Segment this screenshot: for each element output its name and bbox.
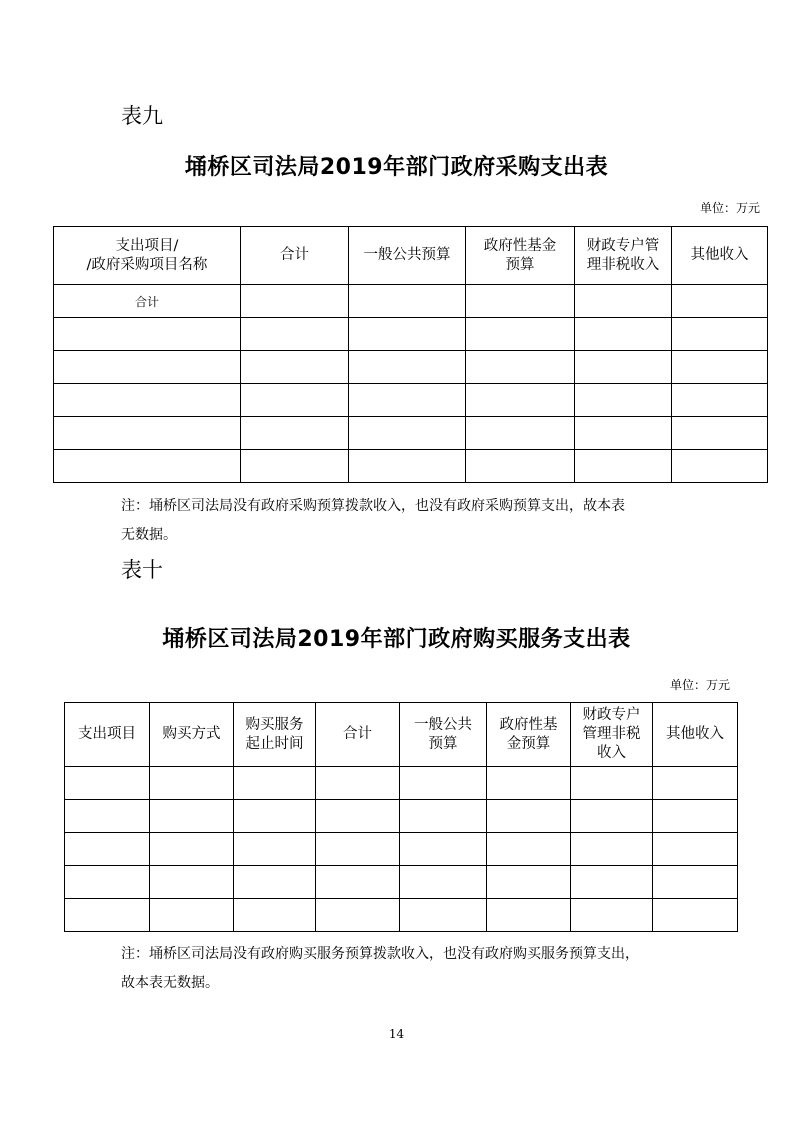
table10-table-row	[65, 767, 738, 800]
table9-table-cell	[575, 384, 672, 417]
table10-table-cell	[571, 833, 653, 866]
table9-table-cell: 合计	[54, 285, 241, 318]
table10-table-row	[65, 833, 738, 866]
table10-table-cell	[400, 767, 487, 800]
table10-header-cell: 其他收入	[653, 703, 738, 767]
table10-table-cell	[487, 899, 571, 932]
table10-table-cell	[571, 767, 653, 800]
table10-table-cell	[150, 833, 234, 866]
table10-table-cell	[487, 833, 571, 866]
table9-table-cell	[241, 318, 349, 351]
table10-table-cell	[571, 899, 653, 932]
page-number: 14	[388, 1027, 405, 1041]
table9-table-cell	[349, 417, 466, 450]
table10-note-line2: 故本表无数据。	[121, 975, 219, 991]
table10-table-cell	[653, 767, 738, 800]
table10-table-cell	[65, 767, 150, 800]
table9-table-cell	[54, 417, 241, 450]
table10-table-row	[65, 866, 738, 899]
table10-body	[65, 767, 738, 932]
table10-label: 表十	[121, 558, 163, 582]
table10-header-cell: 合计	[316, 703, 400, 767]
table10-header-cell: 政府性基 金预算	[487, 703, 571, 767]
table10-table-cell	[234, 800, 316, 833]
table9-table-cell	[349, 351, 466, 384]
table9-table-row	[54, 285, 768, 318]
table9-table-cell	[241, 417, 349, 450]
table10-table-cell	[400, 899, 487, 932]
table9-header-cell: 政府性基金 预算	[466, 227, 575, 285]
table9-table-cell	[54, 318, 241, 351]
table10-table-cell	[487, 866, 571, 899]
table10-table-cell	[150, 899, 234, 932]
table10-table-cell	[150, 800, 234, 833]
table9-table-cell	[575, 417, 672, 450]
table10-table-cell	[316, 899, 400, 932]
table10-table-row	[65, 899, 738, 932]
table9-header-cell: 合计	[241, 227, 349, 285]
table9-table-cell	[672, 384, 768, 417]
table9-note-line2: 无数据。	[121, 527, 177, 543]
table9-table-row	[54, 351, 768, 384]
table10-table-cell	[316, 833, 400, 866]
table9-table-cell	[241, 450, 349, 483]
table10-table-cell	[65, 899, 150, 932]
table9-table-cell	[466, 318, 575, 351]
table9-table-row	[54, 318, 768, 351]
table9-header-cell: 一般公共预算	[349, 227, 466, 285]
table10-header-cell: 支出项目	[65, 703, 150, 767]
table9-table-cell	[672, 351, 768, 384]
table10-service-purchase-expenditure	[64, 702, 738, 932]
table9-label: 表九	[121, 104, 163, 128]
table10-table-cell	[65, 800, 150, 833]
table9-note	[121, 492, 741, 550]
table10-table-cell	[400, 866, 487, 899]
table9-table-cell	[575, 285, 672, 318]
table10-table-cell	[571, 866, 653, 899]
table10-table-cell	[316, 866, 400, 899]
table9-header-row	[54, 227, 768, 285]
table10-title: 埇桥区司法局2019年部门政府购买服务支出表	[162, 627, 631, 652]
table10-note-line1: 注：埇桥区司法局没有政府购买服务预算拨款收入，也没有政府购买服务预算支出，	[121, 946, 639, 962]
table10-header-cell: 一般公共 预算	[400, 703, 487, 767]
table9-table-cell	[349, 384, 466, 417]
table9-table-cell	[466, 351, 575, 384]
table10-table-cell	[65, 866, 150, 899]
table10-table-cell	[653, 833, 738, 866]
table10-table-cell	[150, 767, 234, 800]
table10-table-cell	[234, 833, 316, 866]
table9-table-row	[54, 384, 768, 417]
table9-table-cell	[349, 450, 466, 483]
table9-header-cell: 支出项目/ /政府采购项目名称	[54, 227, 241, 285]
table9-note-line1: 注：埇桥区司法局没有政府采购预算拨款收入，也没有政府采购预算支出，故本表	[121, 498, 625, 514]
table9-header-cell: 其他收入	[672, 227, 768, 285]
table9-table-row	[54, 450, 768, 483]
table9-table-cell	[241, 285, 349, 318]
table10-table-cell	[234, 899, 316, 932]
table9-table-cell	[54, 384, 241, 417]
table10-table-cell	[316, 800, 400, 833]
table10-table-cell	[234, 866, 316, 899]
table10-note	[121, 940, 741, 998]
table9-table-cell	[54, 450, 241, 483]
table10-table-row	[65, 800, 738, 833]
table9-table-cell	[54, 351, 241, 384]
table9-unit: 单位：万元	[699, 201, 760, 215]
table9-table-cell	[466, 417, 575, 450]
table9-table-cell	[466, 450, 575, 483]
table10-table-cell	[400, 800, 487, 833]
table10-header-cell: 财政专户 管理非税 收入	[571, 703, 653, 767]
table10-table-cell	[571, 800, 653, 833]
table10-header-row	[65, 703, 738, 767]
table9-table-cell	[349, 285, 466, 318]
table9-table-cell	[575, 351, 672, 384]
table10-table-cell	[653, 899, 738, 932]
table10-table-cell	[234, 767, 316, 800]
table9-table-cell	[575, 318, 672, 351]
table10-table-cell	[653, 800, 738, 833]
table9-body	[54, 285, 768, 483]
table9-table-cell	[466, 285, 575, 318]
table10-unit: 单位：万元	[669, 678, 730, 692]
table10-header-cell: 购买方式	[150, 703, 234, 767]
table9-procurement-expenditure	[53, 226, 768, 483]
table10-header-cell: 购买服务 起止时间	[234, 703, 316, 767]
table9-table-row	[54, 417, 768, 450]
table9-table-cell	[672, 285, 768, 318]
table10-table-cell	[150, 866, 234, 899]
table10-table-cell	[65, 833, 150, 866]
table9-table-cell	[241, 351, 349, 384]
table9-title: 埇桥区司法局2019年部门政府采购支出表	[184, 155, 609, 180]
table9-table-cell	[672, 450, 768, 483]
table10-table-cell	[316, 767, 400, 800]
table9-table-cell	[575, 450, 672, 483]
table9-table-cell	[672, 318, 768, 351]
table10-table-cell	[400, 833, 487, 866]
table9-table-cell	[241, 384, 349, 417]
table9-table-cell	[672, 417, 768, 450]
table9-header-cell: 财政专户管 理非税收入	[575, 227, 672, 285]
table9-table-cell	[349, 318, 466, 351]
table10-table-cell	[653, 866, 738, 899]
table10-table-cell	[487, 767, 571, 800]
table9-table-cell	[466, 384, 575, 417]
table10-table-cell	[487, 800, 571, 833]
